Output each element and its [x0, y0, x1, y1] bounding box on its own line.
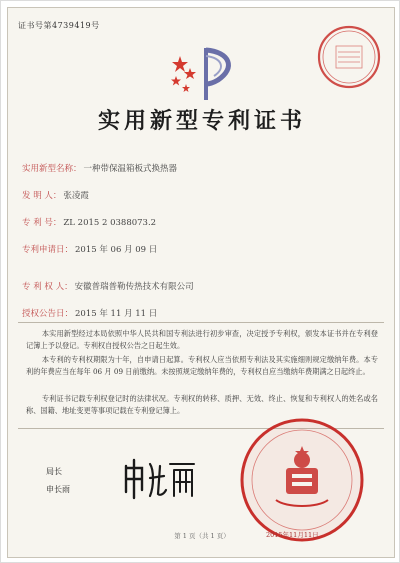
patent-number-label: 专 利 号：	[22, 218, 62, 228]
inventor-value: 张凌霞	[63, 191, 89, 201]
section-divider	[18, 322, 384, 323]
certificate-paper	[7, 7, 395, 558]
paragraph-3: 专利证书记载专利权登记时的法律状况。专利权的转移、质押、无效、终止、恢复和专利权人的姓名或名称、国籍、地址变更等事项记载在专利登记簿上。	[26, 394, 378, 416]
seal-date: 2015年11月11日	[266, 531, 319, 539]
patentee-row	[22, 280, 194, 292]
patent-number-value: ZL 2015 2 0388073.2	[63, 218, 157, 228]
grant-date-row	[22, 307, 157, 319]
grant-date-value: 2015 年 11 月 11 日	[75, 309, 158, 319]
official-seal-icon	[236, 416, 368, 544]
certificate-number: 证书号第4739419号	[18, 21, 100, 30]
filing-date-row	[22, 243, 157, 255]
patent-office-emblem-icon	[166, 42, 246, 106]
utility-model-name-row	[22, 162, 177, 174]
patentee-value: 安徽普瑞普勒传热技术有限公司	[74, 282, 194, 292]
utility-model-name-value: 一种带保温箱板式换热器	[83, 164, 178, 174]
handwritten-signature-icon	[120, 456, 198, 502]
inventor-label: 发 明 人：	[22, 191, 62, 201]
filing-date-value: 2015 年 06 月 09 日	[75, 245, 158, 255]
grant-date-label: 授权公告日：	[22, 309, 74, 319]
certificate-title: 实用新型专利证书	[97, 108, 306, 134]
utility-model-name-label: 实用新型名称：	[22, 164, 82, 174]
filing-date-label: 专利申请日：	[22, 245, 74, 255]
director-name-label: 申长雨	[46, 485, 70, 494]
top-seal-icon	[314, 24, 384, 90]
paragraph-2: 本专利的专利权期限为十年，自申请日起算。专利权人应当依照专利法及其实施细则规定缴纳年费。本专利的年费应当在每年 06 月 09 日前缴纳。未按照规定缴纳年费的，专利权自应当缴纳年费期满之日起终止。	[26, 355, 378, 377]
paragraph-1: 本实用新型经过本局依照中华人民共和国专利法进行初步审查，决定授予专利权，颁发本证书并在专利登记簿上予以登记。专利权自授权公告之日起生效。	[26, 329, 378, 351]
patent-number-row	[22, 216, 156, 228]
page-indicator: 第 1 页（共 1 页）	[174, 532, 230, 540]
patentee-label: 专 利 权 人：	[22, 282, 73, 292]
director-title-label: 局长	[46, 467, 62, 476]
inventor-row	[22, 189, 89, 201]
